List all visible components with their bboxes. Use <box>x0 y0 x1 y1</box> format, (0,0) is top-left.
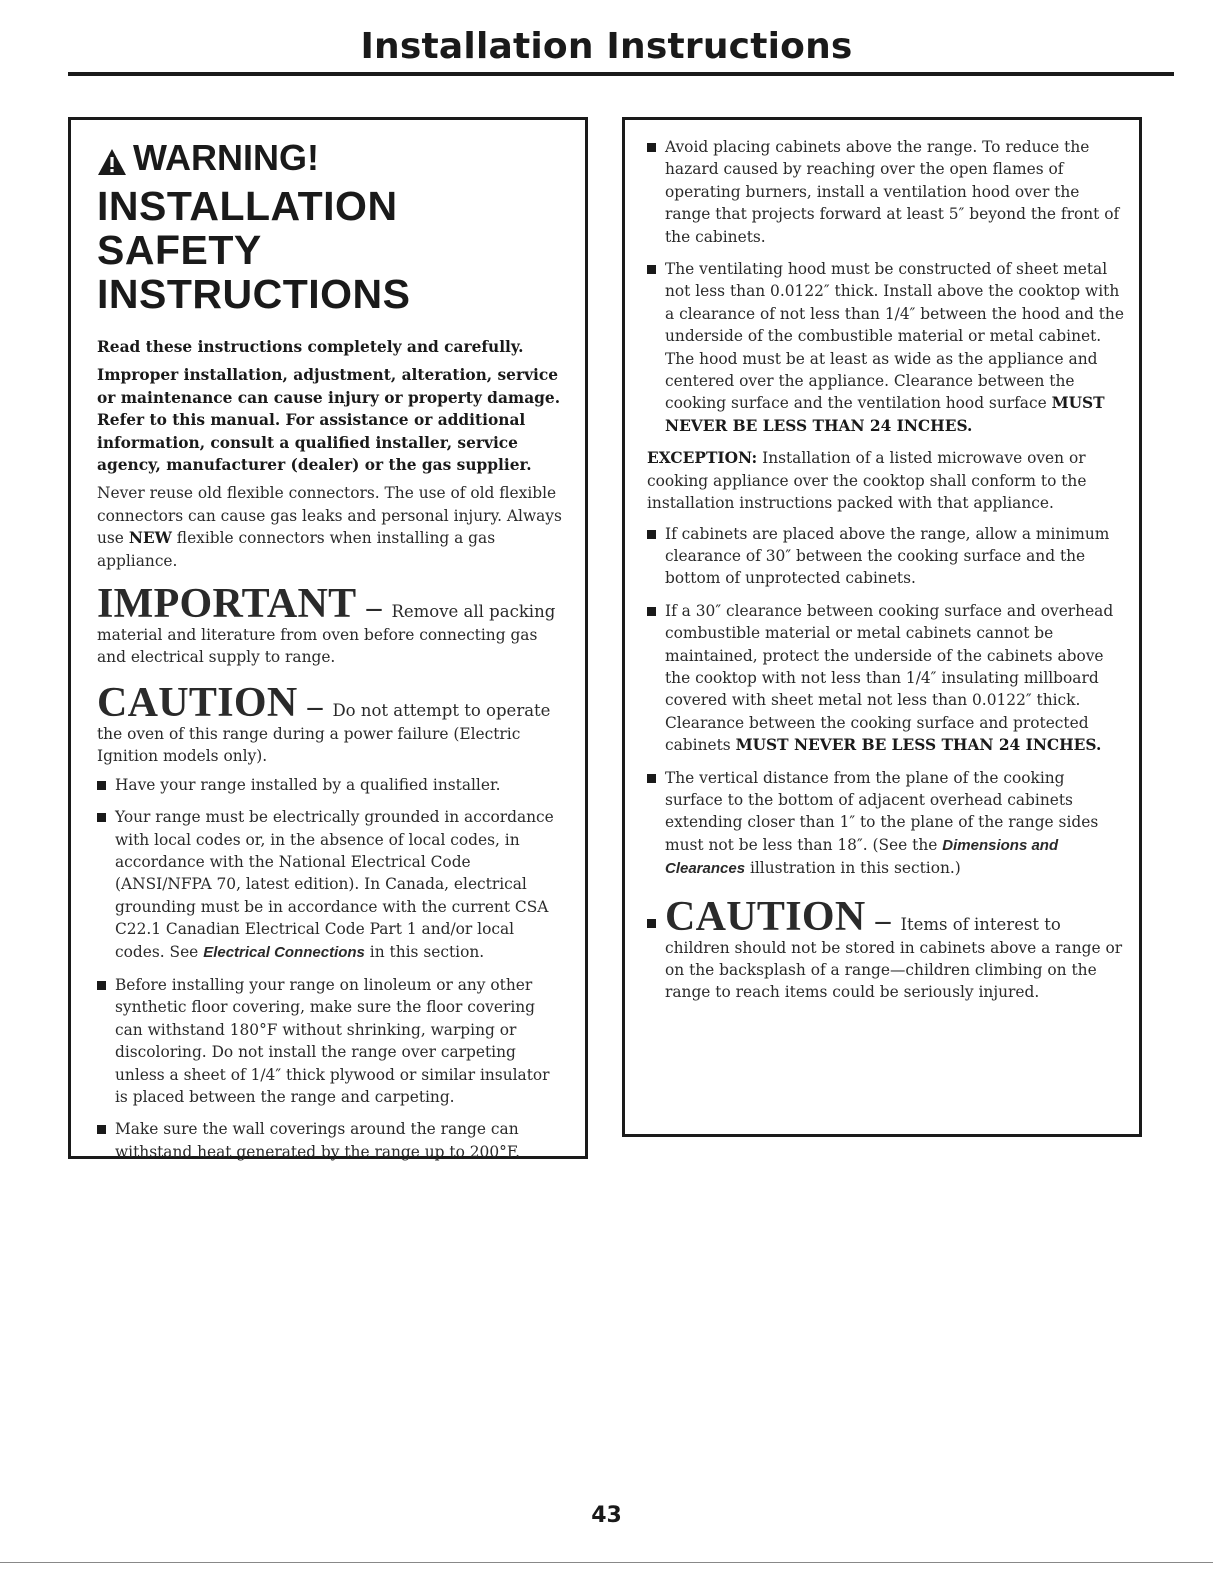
list-item <box>97 806 563 964</box>
bullet-square-icon <box>647 919 656 928</box>
page-title: Installation Instructions <box>360 26 853 67</box>
important-notice <box>97 581 563 669</box>
list-item <box>647 767 1125 881</box>
important-lead: Remove all packing <box>391 602 556 622</box>
caution-word: CAUTION <box>665 893 866 940</box>
safety-instructions-box <box>68 117 588 1159</box>
bullet-square-icon <box>97 981 106 990</box>
bullet-text <box>115 806 563 964</box>
bullet-square-icon <box>647 530 656 539</box>
safety-title <box>97 184 563 316</box>
warning-title: WARNING! <box>133 137 319 178</box>
caution-dash: – <box>307 689 323 723</box>
important-word: IMPORTANT <box>97 581 357 628</box>
grounding-text-end: in this section. <box>364 942 485 961</box>
vertical-distance-text-end: illustration in this section.) <box>745 859 961 878</box>
hood-text: The ventilating hood must be constructed of sheet metal not less than 0.0122″ thick. Install above the cooktop with a clearance of not less than 1/4″ between the hood and the underside of the combustible material or metal cabinet. The hood must be at least as wide as the appliance and centered over the appliance. Clearance between the cooking surface and the ventilation hood surface <box>665 260 1124 413</box>
bullet-text: Make sure the wall coverings around the range can withstand heat generated by the range up to 200°F. <box>115 1120 521 1161</box>
bullet-square-icon <box>647 143 656 152</box>
bullet-text <box>665 600 1125 757</box>
important-dash: – <box>366 591 382 625</box>
vertical-distance-text: The vertical distance from the plane of the cooking surface to the bottom of adjacent overhead cabinets extending closer than 1″ to the plane of the range sides must not be less than 18″. (See the <box>665 768 1099 854</box>
bullet-text <box>665 258 1125 437</box>
bullet-square-icon <box>647 607 656 616</box>
caution-lead: Do not attempt to operate <box>332 700 551 720</box>
list-item <box>647 523 1125 590</box>
electrical-connections-ref: Electrical Connections <box>203 943 365 961</box>
caution-notice <box>97 679 563 768</box>
never-reuse-text <box>97 482 563 572</box>
safety-title-line-2: INSTRUCTIONS <box>97 271 411 317</box>
list-item <box>97 1118 563 1163</box>
list-item <box>647 136 1125 248</box>
bullet-square-icon <box>647 265 656 274</box>
exception-label: EXCEPTION: <box>647 449 758 468</box>
bullet-text <box>665 767 1125 881</box>
bullet-square-icon <box>647 774 656 783</box>
grounding-text: Your range must be electrically grounded in accordance with local codes or, in the absence of local codes, in accordance with the National Electrical Code (ANSI/NFPA 70, latest edition). In Canada, electrical grounding must be in accordance with the current CSA C22.1 Canadian Electrical Code Part 1 and/or local codes. See <box>115 808 554 961</box>
never-reuse-new: NEW <box>128 529 172 548</box>
safety-title-line-1: INSTALLATION SAFETY <box>97 183 398 273</box>
never-reuse-part-2: flexible connectors when installing a gas appliance. <box>97 529 496 570</box>
list-item <box>97 974 563 1108</box>
exception-body: Installation of a listed microwave oven or cooking appliance over the cooktop shall conform to the installation instructions packed with that appliance. <box>647 449 1087 513</box>
millboard-warning-bold: MUST NEVER BE LESS THAN 24 INCHES. <box>735 736 1102 755</box>
list-item <box>647 600 1125 757</box>
exception-text <box>647 447 1125 514</box>
never-reuse-part-1: Never reuse old flexible connectors. The use of old flexible connectors can cause gas leaks and personal injury. Always use <box>97 484 562 548</box>
bullet-square-icon <box>97 1125 106 1134</box>
dimensions-clearances-ref: Dimensions and Clearances <box>665 836 1059 878</box>
bullet-square-icon <box>97 813 106 822</box>
warning-heading <box>97 138 563 178</box>
bullet-text: Have your range installed by a qualified installer. <box>115 775 501 794</box>
caution-rest: the oven of this range during a power failure (Electric Ignition models only). <box>97 724 521 766</box>
page-number: 43 <box>591 1503 622 1528</box>
caution-word: CAUTION <box>97 679 298 726</box>
hood-warning-bold: MUST NEVER BE LESS THAN 24 INCHES. <box>665 394 1105 435</box>
important-rest: material and literature from oven before connecting gas and electrical supply to range. <box>97 626 538 667</box>
bullet-text: Avoid placing cabinets above the range. To reduce the hazard caused by reaching over the open flames of operating burners, install a ventilation hood over the range that projects forward at least 5″ beyond the front of the cabinets. <box>665 138 1120 246</box>
bottom-rule <box>0 1562 1213 1563</box>
list-item <box>97 774 563 796</box>
caution-lead: Items of interest to <box>900 914 1061 934</box>
bullet-text: Before installing your range on linoleum or any other synthetic floor covering, make sure the floor covering can withstand 180°F without shrinking, warping or discoloring. Do not install the range over carpeting unless a sheet of 1/4″ thick plywood or similar insulator is placed between the range and carpeting. <box>115 975 550 1106</box>
read-carefully-text: Read these instructions completely and carefully. <box>97 338 524 356</box>
title-rule <box>68 72 1174 76</box>
bullet-text: If cabinets are placed above the range, allow a minimum clearance of 30″ between the cooking surface and the bottom of unprotected cabinets. <box>665 524 1110 588</box>
cabinet-clearance-box <box>622 117 1142 1137</box>
warning-triangle-icon <box>97 144 127 172</box>
list-item <box>647 258 1125 437</box>
caution-rest: children should not be stored in cabinets above a range or on the backsplash of a range—children climbing on the range to reach items could be seriously injured. <box>665 938 1123 1002</box>
bullet-square-icon <box>97 781 106 790</box>
caution-notice <box>647 893 1125 1004</box>
improper-installation-text: Improper installation, adjustment, alteration, service or maintenance can cause injury or property damage. Refer to this manual. For assistance or additional information, consult a qualified installer, service agency, manufacturer (dealer) or the gas supplier. <box>97 366 561 475</box>
caution-dash: – <box>875 903 891 937</box>
millboard-text: If a 30″ clearance between cooking surface and overhead combustible material or metal cabinets cannot be maintained, protect the underside of the cabinets above the cooktop with not less than 1/4″ insulating millboard covered with sheet metal not less than 0.0122″ thick. Clearance between the cooking surface and protected cabinets <box>665 601 1114 755</box>
